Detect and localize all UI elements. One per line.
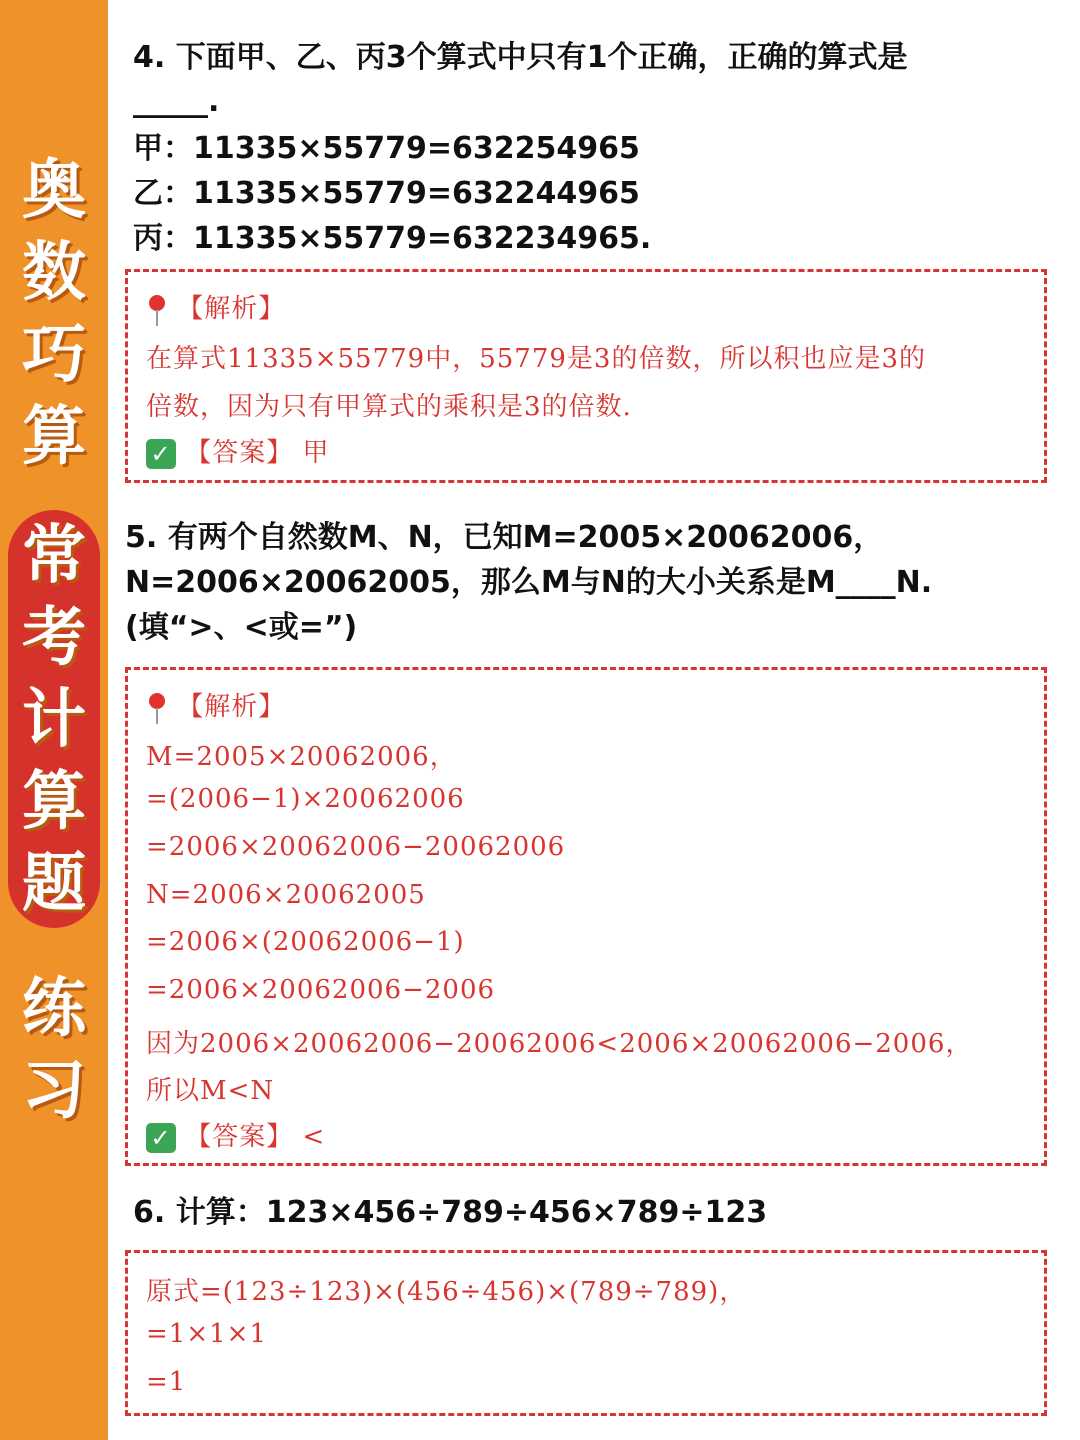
side-char: 题 <box>22 847 86 921</box>
side-char: 奥 <box>22 154 86 228</box>
answer-line <box>146 1116 325 1153</box>
side-char: 巧 <box>22 318 86 392</box>
analysis-box-q5 <box>125 667 1047 1166</box>
analysis-line: 倍数，因为只有甲算式的乘积是3的倍数. <box>146 392 632 422</box>
analysis-header <box>146 288 285 327</box>
side-char: 计 <box>22 683 86 757</box>
question-line: 乙：11335×55779=632244965 <box>133 176 640 211</box>
question-5 <box>125 515 932 650</box>
question-6 <box>133 1190 767 1235</box>
side-banner <box>0 0 108 1440</box>
analysis-line: 在算式11335×55779中，55779是3的倍数，所以积也应是3的 <box>146 344 926 374</box>
question-line: N=2006×20062005，那么M与N的大小关系是M____N. <box>125 565 933 600</box>
analysis-line: =(2006−1)×20062006 <box>146 784 465 814</box>
answer-value: < <box>302 1122 326 1152</box>
check-mark-icon: ✓ <box>146 439 176 469</box>
question-line: 4. 下面甲、乙、丙3个算式中只有1个正确，正确的算式是 <box>133 40 908 75</box>
analysis-header <box>146 686 285 725</box>
solution-line: 原式=(123÷123)×(456÷456)×(789÷789)， <box>146 1277 747 1307</box>
side-char: 数 <box>22 236 86 310</box>
question-4 <box>133 38 907 261</box>
side-char: 常 <box>22 519 86 593</box>
pin-icon <box>146 691 168 725</box>
analysis-line: M=2005×20062006， <box>146 742 457 772</box>
analysis-line: 因为2006×20062006−20062006<2006×20062006−2006， <box>146 1029 973 1059</box>
pin-icon <box>146 293 168 327</box>
analysis-line: =2006×20062006−20062006 <box>146 832 566 862</box>
analysis-line: =2006×20062006−2006 <box>146 975 496 1005</box>
analysis-box-q4 <box>125 269 1047 483</box>
side-char: 习 <box>22 1054 86 1128</box>
analysis-line: N=2006×20062005 <box>146 880 426 910</box>
solution-line: =1×1×1 <box>146 1319 267 1349</box>
side-char: 算 <box>22 400 86 474</box>
question-line: 5. 有两个自然数M、N，已知M=2005×20062006， <box>125 520 884 555</box>
analysis-line: =2006×(20062006−1) <box>146 927 465 957</box>
side-title-mid <box>0 515 108 925</box>
solution-line: =1 <box>146 1367 187 1397</box>
check-mark-icon: ✓ <box>146 1123 176 1153</box>
answer-label: 【答案】 <box>185 1122 294 1152</box>
analysis-label: 【解析】 <box>177 692 286 722</box>
side-title-top <box>0 150 108 478</box>
analysis-line: 所以M<N <box>146 1076 275 1106</box>
answer-label: 【答案】 <box>185 438 294 468</box>
side-title-bottom <box>0 968 108 1132</box>
answer-line <box>146 432 330 469</box>
question-line: 甲：11335×55779=632254965 <box>133 131 640 166</box>
analysis-label: 【解析】 <box>177 294 286 324</box>
answer-value: 甲 <box>302 438 330 468</box>
solution-box-q6 <box>125 1250 1047 1416</box>
question-line: 6. 计算：123×456÷789÷456×789÷123 <box>133 1195 768 1230</box>
question-line: (填“>、<或=”) <box>125 610 358 645</box>
question-line: _____. <box>133 84 220 119</box>
side-char: 练 <box>22 972 86 1046</box>
side-char: 考 <box>22 601 86 675</box>
question-line: 丙：11335×55779=632234965. <box>133 221 652 256</box>
side-char: 算 <box>22 765 86 839</box>
